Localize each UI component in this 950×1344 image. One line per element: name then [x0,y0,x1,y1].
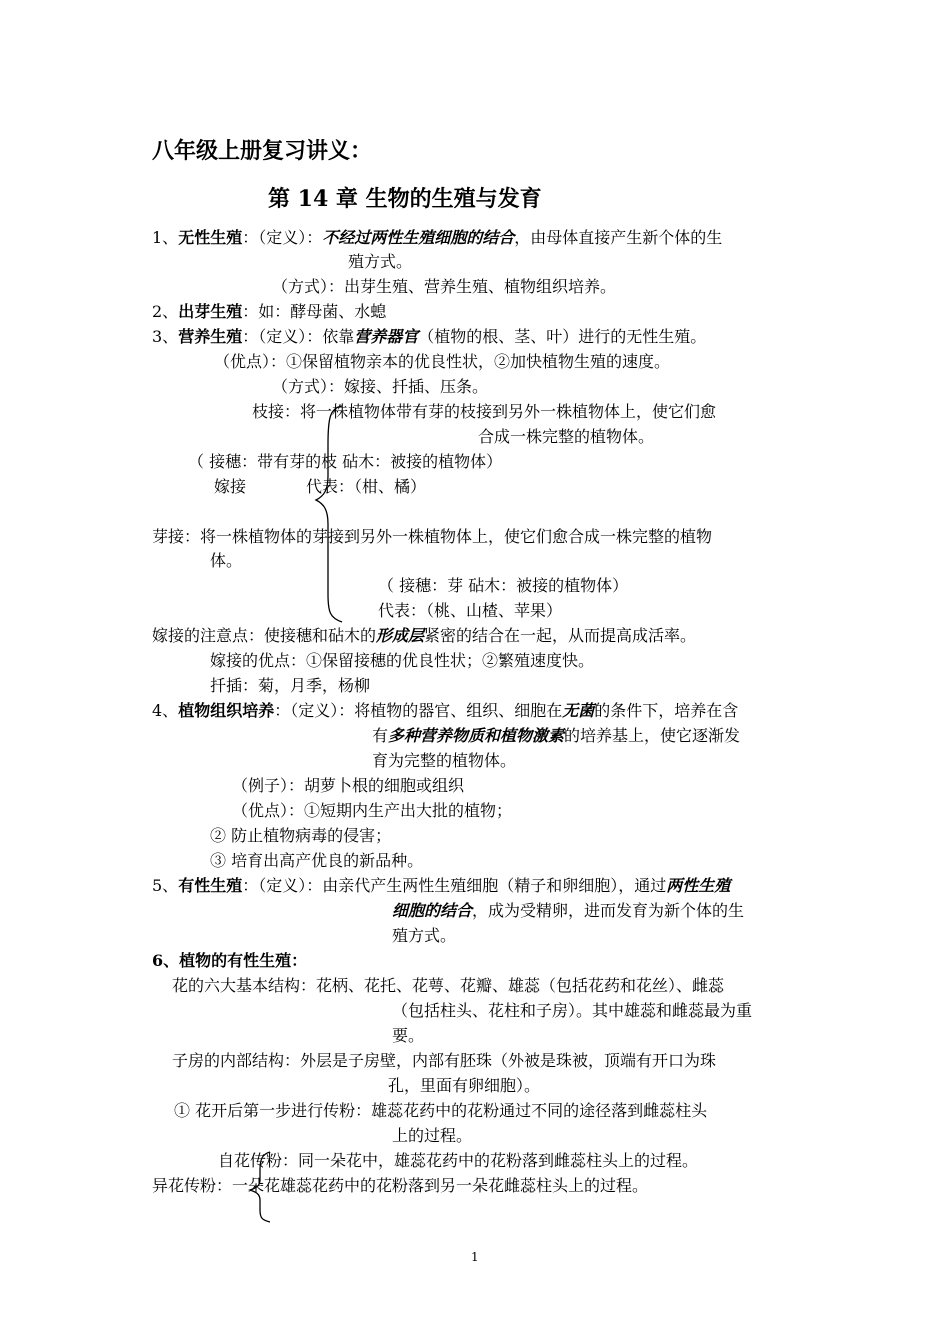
s5-def-prefix: ：（定义）：由亲代产生两性生殖细胞（精子和卵细胞），通过 [242,876,667,895]
s5-definition-line-3: 殖方式。 [392,926,457,945]
s4-example: （例子）：胡萝卜根的细胞或组织 [232,776,465,795]
s4-advantage-1: （优点）：①短期内生产出大批的植物； [232,801,513,820]
bud-scion-line: （ 接穗：芽 砧木：被接的植物体） [378,576,629,595]
pollination-line-1: ① 花开后第一步进行传粉：雄蕊花药中的花粉通过不同的途径落到雌蕊柱头 [174,1101,708,1120]
s1-term: 无性生殖 [178,228,243,247]
graft-note-rest: 紧密的结合在一起，从而提高成活率。 [424,626,697,645]
s3-number: 3、 [152,327,179,346]
s4-def-emphasis-1: 无菌 [562,701,595,720]
branch-graft-cont: 合成一株完整的植物体。 [478,427,655,446]
s4-definition-line [152,699,738,723]
s4-advantage-2: ② 防止植物病毒的侵害； [210,826,392,845]
bud-representatives: 代表：（桃、山楂、苹果） [378,601,563,620]
s5-definition-line-2 [392,899,744,923]
s4-def-rest-1: 的条件下，培养在含 [594,701,739,720]
s3-ways: （方式）：嫁接、扦插、压条。 [272,377,489,396]
s4-def-prefix: ：（定义）：将植物的器官、组织、细胞在 [274,701,563,720]
s6-heading: 6、植物的有性生殖： [152,951,308,970]
document-title: 八年级上册复习讲义： [152,138,373,164]
s1-definition-cont: 殖方式。 [348,252,413,271]
s2-term: 出芽生殖 [178,302,243,321]
s3-def-rest: （植物的根、茎、叶）进行的无性生殖。 [418,327,707,346]
s5-def-emphasis-1: 两性生殖 [666,876,731,895]
ovary-structure-line-1: 子房的内部结构：外层是子房壁，内部有胚珠（外被是珠被，顶端有开口为珠 [172,1051,717,1070]
s4-advantage-3: ③ 培育出高产优良的新品种。 [210,851,424,870]
bud-graft-cont: 体。 [210,551,243,570]
s1-def-prefix: ：（定义）： [242,228,323,247]
branch-scion-line: （ 接穗：带有芽的枝 砧木：被接的植物体） [188,452,503,471]
s1-def-emphasis: 不经过两性生殖细胞的结合 [322,228,515,247]
s1-definition-line [152,226,722,250]
self-pollination-line: 自花传粉：同一朵花中，雄蕊花药中的花粉落到雌蕊柱头上的过程。 [218,1151,699,1170]
graft-brace [312,404,352,624]
s2-line [152,300,386,324]
s1-def-rest: ，由母体直接产生新个体的生 [514,228,723,247]
s3-definition-line [152,325,706,349]
flower-structure-line-2: （包括柱头、花柱和子房）。其中雄蕊和雌蕊最为重 [392,1001,753,1020]
graft-label: 嫁接 [214,477,247,496]
s4-number: 4、 [152,701,179,720]
s4-term: 植物组织培养 [178,701,275,720]
s1-ways: （方式）：出芽生殖、营养生殖、植物组织培养。 [272,277,617,296]
s2-number: 2、 [152,302,179,321]
s4-definition-line-3: 育为完整的植物体。 [372,751,517,770]
s5-def-rest: ，成为受精卵，进而发育为新个体的生 [472,901,745,920]
pollination-brace [246,1150,276,1224]
s4-line2-prefix: 有 [372,726,389,745]
s3-advantages: （优点）：①保留植物亲本的优良性状，②加快植物生殖的速度。 [214,352,671,371]
ovary-structure-line-2: 孔，里面有卵细胞）。 [388,1076,541,1095]
s5-term: 有性生殖 [178,876,243,895]
s5-def-emphasis-2: 细胞的结合 [392,901,473,920]
flower-structure-line-1: 花的六大基本结构：花柄、花托、花萼、花瓣、雄蕊（包括花药和花丝）、雌蕊 [172,976,725,995]
s4-def-rest-2: 的培养基上，使它逐渐发 [564,726,741,745]
s4-definition-line-2 [372,724,740,748]
s3-def-emphasis: 营养器官 [354,327,419,346]
graft-note-prefix: 嫁接的注意点：使接穗和砧木的 [152,626,377,645]
s2-rest: ：如：酵母菌、水螅 [242,302,387,321]
s4-def-emphasis-2: 多种营养物质和植物激素 [388,726,565,745]
bud-graft-line: 芽接：将一株植物体的芽接到另外一株植物体上，使它们愈合成一株完整的植物 [152,527,713,546]
graft-advantages: 嫁接的优点：①保留接穗的优良性状；②繁殖速度快。 [210,651,595,670]
s5-definition-line [152,874,730,898]
page-number: 1 [471,1250,479,1264]
branch-representatives: 代表：（柑、橘） [306,477,427,496]
s3-def-prefix: ：（定义）：依靠 [242,327,355,346]
branch-graft-line: 枝接：将一株植物体带有芽的枝接到另外一株植物体上，使它们愈 [252,402,717,421]
graft-note-line [152,624,696,648]
chapter-title: 第 14 章 生物的生殖与发育 [268,186,542,212]
s3-term: 营养生殖 [178,327,243,346]
flower-structure-line-3: 要。 [392,1026,425,1045]
pollination-line-2: 上的过程。 [392,1126,473,1145]
cross-pollination-line: 异花传粉：一朵花雄蕊花药中的花粉落到另一朵花雌蕊柱头上的过程。 [152,1176,649,1195]
graft-note-emphasis: 形成层 [376,626,425,645]
cutting-line: 扦插：菊，月季，杨柳 [210,676,371,695]
s1-number: 1、 [152,228,179,247]
s5-number: 5、 [152,876,179,895]
